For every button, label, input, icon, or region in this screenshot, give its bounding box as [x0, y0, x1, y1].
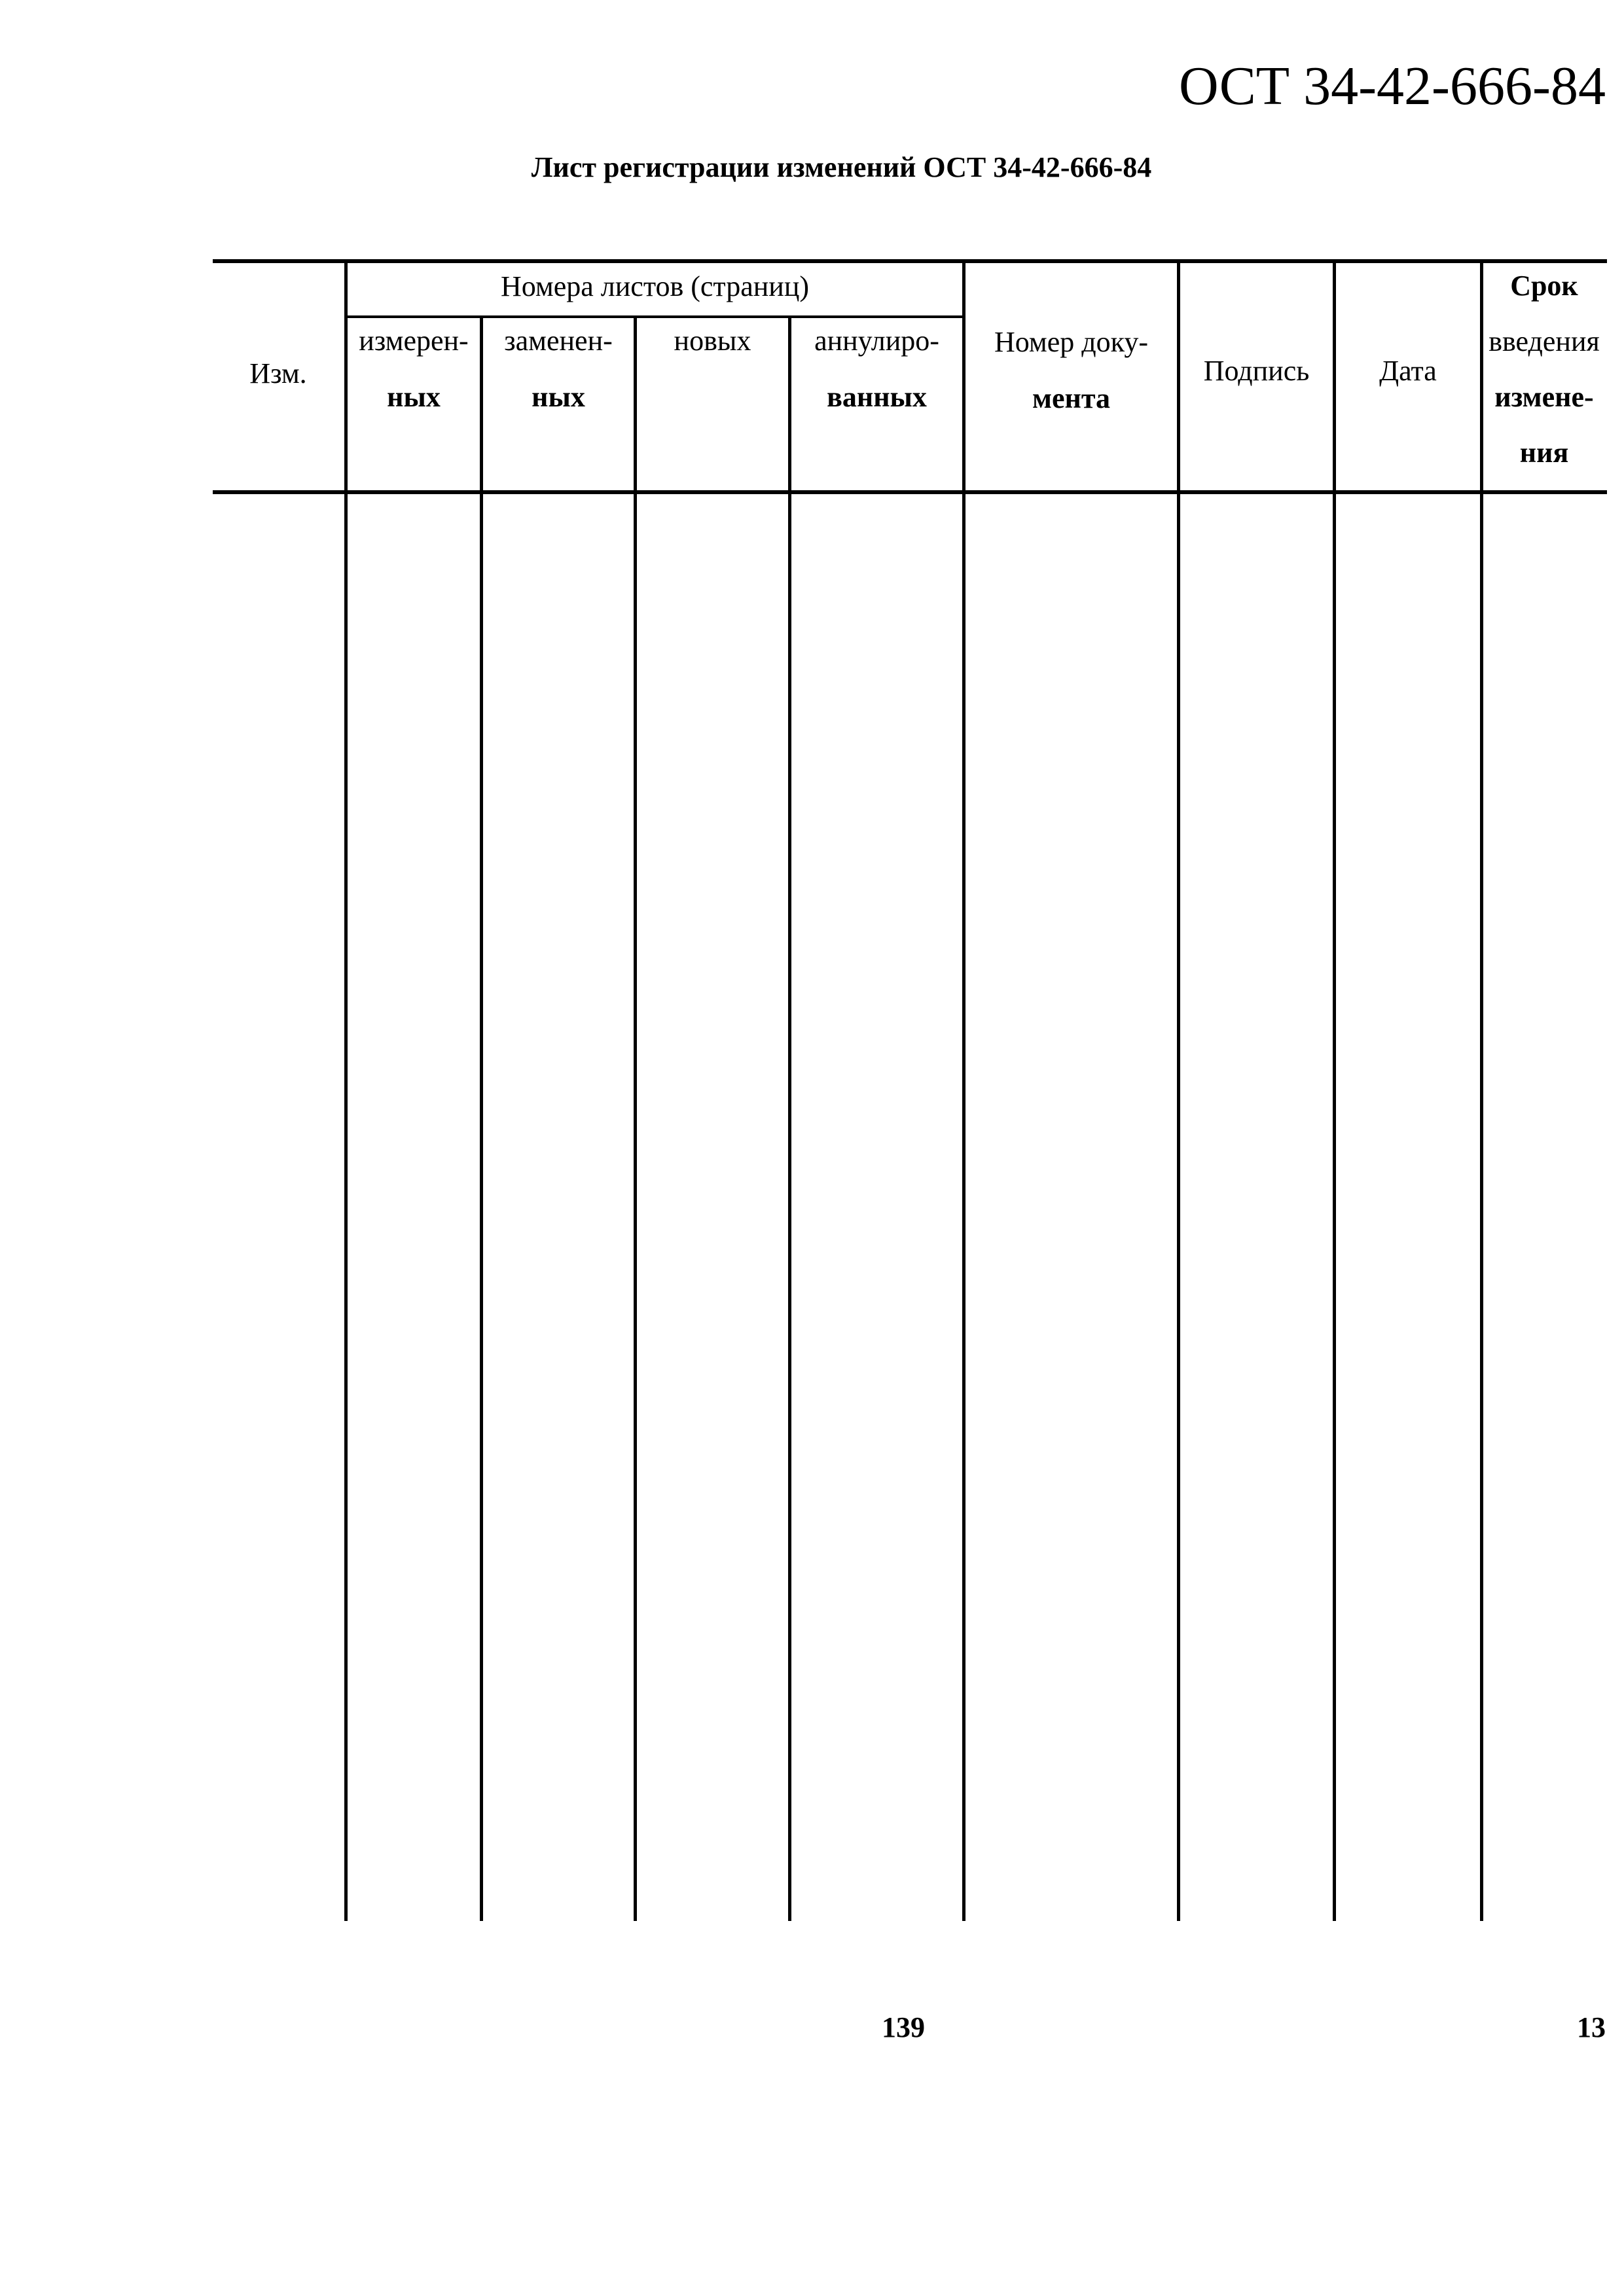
- document-code: ОСТ 34-42-666-84: [1179, 56, 1606, 117]
- header-change-number: Изм.: [249, 357, 307, 389]
- header-cancelled-sheets: аннулиро- ванных: [814, 325, 939, 413]
- header-replaced-sheets: заменен- ных: [504, 325, 613, 413]
- header-changed-sheets: измерен- ных: [359, 325, 469, 413]
- header-date: Дата: [1379, 355, 1437, 387]
- header-document-number: Номер доку- мента: [994, 326, 1149, 414]
- header-signature: Подпись: [1203, 355, 1310, 387]
- column-divider: [1177, 261, 1180, 1921]
- page-number: 139: [882, 2011, 925, 2043]
- column-divider: [1333, 261, 1336, 1921]
- column-divider: [962, 261, 965, 1921]
- sheet-title: Лист регистрации изменений ОСТ 34-42-666-84: [531, 151, 1152, 183]
- column-divider: [788, 317, 791, 1921]
- header-introduction-term: Срок введения измене- ния: [1489, 270, 1600, 469]
- header-new-sheets: новых: [674, 325, 751, 357]
- sheet-number: 13: [1577, 2011, 1606, 2043]
- column-divider: [480, 317, 483, 1921]
- header-sheet-numbers-group: Номера листов (страниц): [500, 270, 810, 302]
- header-bottom-rule: [213, 490, 1607, 494]
- column-divider: [344, 261, 348, 1921]
- column-divider: [1480, 261, 1483, 1921]
- column-divider: [634, 317, 637, 1921]
